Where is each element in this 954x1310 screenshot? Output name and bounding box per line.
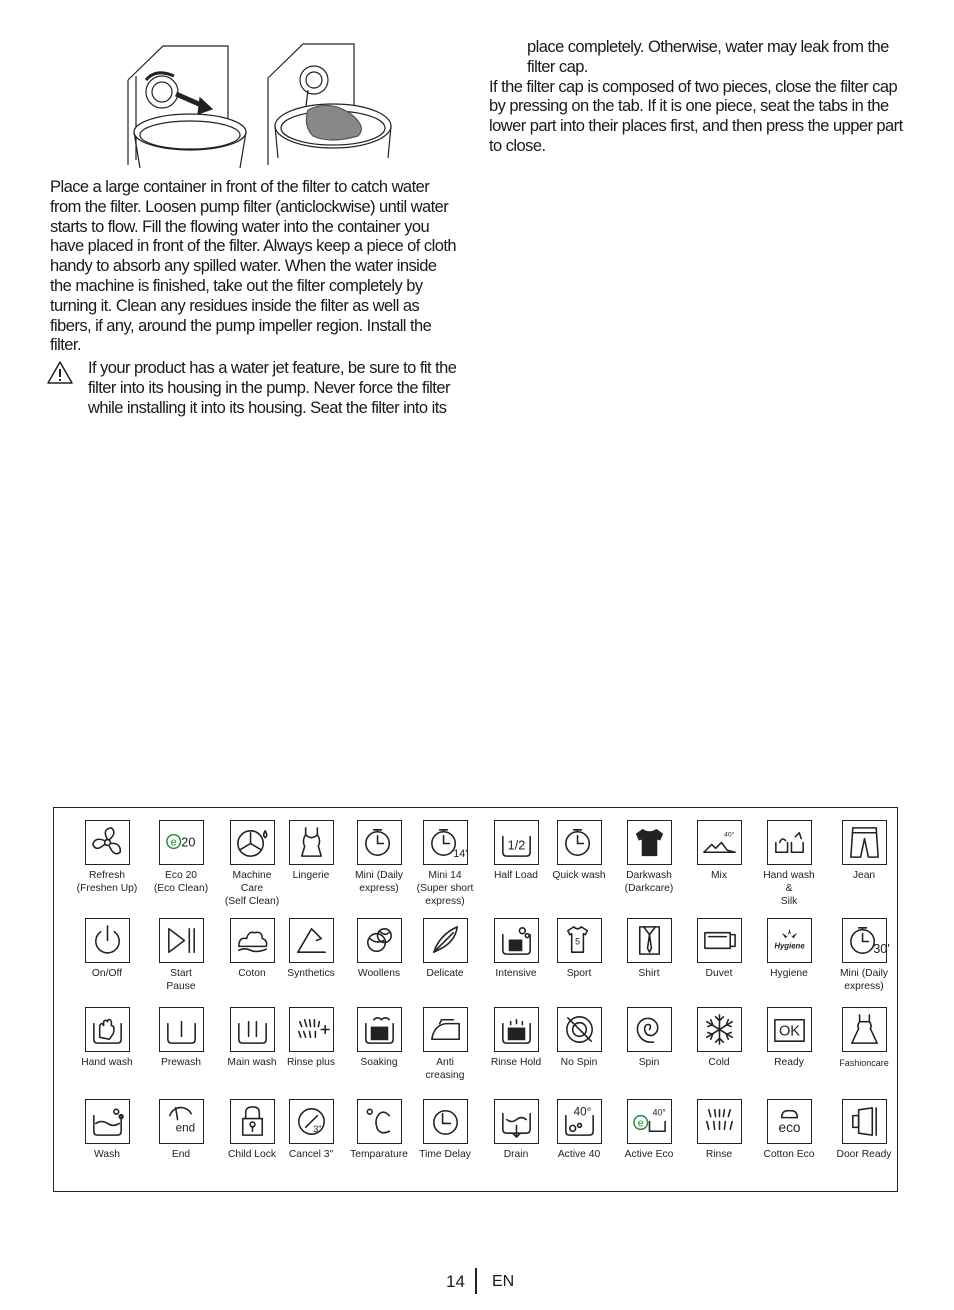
stopwatch14-icon	[423, 820, 468, 865]
symbol-label: Refresh (Freshen Up)	[76, 870, 138, 894]
symbol-label: Rinse	[705, 1149, 733, 1160]
svg-text:5: 5	[574, 936, 580, 947]
prewash-icon	[159, 1007, 204, 1052]
program-symbol-half-load	[481, 820, 551, 883]
program-symbol-rinse-hold	[481, 1007, 551, 1070]
soaking-icon	[357, 1007, 402, 1052]
svg-text:e: e	[637, 1117, 644, 1130]
drain-instructions: Place a large container in front of the filter to catch water from the filter. Loosen pump filter (anticlockwise) until water starts to flow. Fill the flowing water into the container you have placed in front of the filter. Always keep a piece of cloth handy to absorb any spilled water. When the water inside the machine is finished, take out the filter completely by turning it. Clean any residues inside the filter as well as fibers, if any, around the pump impeller region. Install the filter.	[50, 178, 456, 355]
temperature-icon	[357, 1099, 402, 1144]
lock-icon	[230, 1099, 275, 1144]
symbol-label: Rinse Hold	[490, 1057, 542, 1068]
symbol-label: Active Eco	[624, 1149, 674, 1160]
svg-text:Hygiene: Hygiene	[773, 941, 805, 951]
no-spin-icon	[557, 1007, 602, 1052]
filter-drain-illustration	[118, 40, 390, 168]
symbol-label: Duvet	[705, 968, 733, 979]
symbol-label: On/Off	[91, 968, 123, 979]
sport-icon	[557, 918, 602, 963]
program-symbol-feather	[410, 918, 480, 981]
feather-icon	[423, 918, 468, 963]
symbol-label: End	[171, 1149, 191, 1160]
quick-wash-icon	[557, 820, 602, 865]
program-symbol-intensive	[481, 918, 551, 981]
symbol-label: Door Ready	[836, 1149, 892, 1160]
symbol-label: Anti creasing	[425, 1057, 465, 1081]
symbol-label: Coton	[238, 968, 266, 979]
symbol-label: Eco 20 (Eco Clean)	[153, 870, 209, 894]
symbol-label: Machine Care (Self Clean)	[224, 870, 280, 907]
symbol-label: Half Load	[493, 870, 539, 881]
spin-icon	[627, 1007, 672, 1052]
symbol-label: Prewash	[160, 1057, 202, 1068]
cotton-eco-icon	[767, 1099, 812, 1144]
drum-care-icon	[230, 820, 275, 865]
program-symbol-lingerie	[276, 820, 346, 883]
symbol-label: Rinse plus	[286, 1057, 336, 1068]
drain-icon	[494, 1099, 539, 1144]
program-symbol-drain	[481, 1099, 551, 1162]
program-symbol-shirt	[614, 918, 684, 981]
svg-text:40°: 40°	[573, 1105, 591, 1119]
jeans-icon	[842, 820, 887, 865]
symbol-label: Active 40	[557, 1149, 601, 1160]
stopwatch30-icon	[842, 918, 890, 963]
program-symbol-temperature	[344, 1099, 414, 1162]
symbol-label: Cold	[708, 1057, 730, 1068]
footer-divider	[475, 1268, 477, 1294]
symbol-label: Lingerie	[292, 870, 330, 881]
program-symbol-quick-wash	[544, 820, 614, 883]
svg-text:eco: eco	[778, 1120, 800, 1136]
svg-text:30': 30'	[872, 942, 890, 957]
rinse-plus-icon	[289, 1007, 334, 1052]
svg-text:14': 14'	[452, 848, 467, 861]
icon-legend-panel	[53, 807, 898, 1192]
wash-icon	[85, 1099, 130, 1144]
symbol-label: Main wash	[227, 1057, 277, 1068]
program-symbol-stopwatch30	[829, 918, 899, 994]
program-symbol-sport	[544, 918, 614, 981]
symbol-label: Ready	[774, 1057, 804, 1068]
symbol-label: Temparature	[350, 1149, 408, 1160]
program-symbol-snowflake	[684, 1007, 754, 1070]
symbol-label: Shirt	[638, 968, 660, 979]
symbol-label: Mini 14 (Super short express)	[416, 870, 474, 907]
program-symbol-hand-wash	[72, 1007, 142, 1070]
lingerie-icon	[289, 820, 334, 865]
mix-icon	[697, 820, 742, 865]
program-symbol-cotton-eco	[754, 1099, 824, 1162]
warning-text: If your product has a water jet feature, be sure to fit the filter into its housing in the pump. Never force the filter while installing it into its housing. Seat the filter into its	[88, 359, 457, 417]
dress-icon	[842, 1007, 887, 1052]
symbol-label: Delicate	[426, 968, 464, 979]
program-symbol-door	[829, 1099, 899, 1162]
symbol-label: Child Lock	[227, 1149, 277, 1160]
symbol-label: Start Pause	[166, 968, 196, 992]
start-pause-icon	[159, 918, 204, 963]
program-symbol-fan	[72, 820, 142, 896]
power-icon	[85, 918, 130, 963]
symbol-label: Soaking	[360, 1057, 398, 1068]
symbol-label: Fashioncare	[839, 1058, 889, 1068]
handwash-silk-icon	[767, 820, 812, 865]
program-symbol-time-delay	[410, 1099, 480, 1162]
program-symbol-wool	[344, 918, 414, 981]
end-icon	[159, 1099, 204, 1144]
symbol-label: Wash	[94, 1149, 120, 1160]
program-symbol-eco20	[146, 820, 216, 896]
symbol-label: Drain	[503, 1149, 529, 1160]
left-column	[50, 178, 458, 419]
symbol-label: Darkwash (Darkcare)	[624, 870, 674, 894]
svg-text:OK: OK	[778, 1023, 800, 1040]
symbol-label: Cancel 3"	[288, 1149, 334, 1160]
program-symbol-rinse-plus	[276, 1007, 346, 1070]
program-symbol-handwash-silk	[754, 820, 824, 908]
rinse-hold-icon	[494, 1007, 539, 1052]
language-code: EN	[492, 1273, 515, 1290]
program-symbol-dark-shirt	[614, 820, 684, 896]
eco20-icon	[159, 820, 204, 865]
main-wash-icon	[230, 1007, 275, 1052]
program-symbol-dress	[829, 1007, 899, 1070]
rinse-icon	[697, 1099, 742, 1144]
fan-icon	[85, 820, 130, 865]
svg-text:40°: 40°	[652, 1107, 666, 1118]
program-symbol-jeans	[829, 820, 899, 883]
program-symbol-wash	[72, 1099, 142, 1162]
ok-icon	[767, 1007, 812, 1052]
hand-wash-icon	[85, 1007, 130, 1052]
symbol-label: Woollens	[357, 968, 401, 979]
symbol-label: Mix	[710, 870, 727, 881]
symbol-label: Hygiene	[770, 968, 808, 979]
duvet-icon	[697, 918, 742, 963]
program-symbol-mix	[684, 820, 754, 883]
symbol-label: Hand wash & Silk	[763, 870, 815, 907]
wool-icon	[357, 918, 402, 963]
svg-text:40°: 40°	[723, 831, 734, 839]
program-symbol-spin	[614, 1007, 684, 1070]
warning-block	[50, 359, 458, 418]
snowflake-icon	[697, 1007, 742, 1052]
symbol-label: Cotton Eco	[763, 1149, 815, 1160]
door-icon	[842, 1099, 887, 1144]
program-symbol-ok	[754, 1007, 824, 1070]
right-column	[489, 38, 905, 157]
program-symbol-synthetics	[276, 918, 346, 981]
program-symbol-stopwatch14	[410, 820, 480, 908]
dark-shirt-icon	[627, 820, 672, 865]
time-delay-icon	[423, 1099, 468, 1144]
symbol-label: Mini (Daily express)	[354, 870, 404, 894]
program-symbol-cancel3	[276, 1099, 346, 1162]
program-symbol-iron	[410, 1007, 480, 1083]
half-load-icon	[494, 820, 539, 865]
warning-icon	[46, 360, 74, 385]
program-symbol-prewash	[146, 1007, 216, 1070]
cancel3-icon	[289, 1099, 334, 1144]
program-symbol-duvet	[684, 918, 754, 981]
stopwatch-icon	[357, 820, 402, 865]
program-symbol-active-eco	[614, 1099, 684, 1162]
program-symbol-end	[146, 1099, 216, 1162]
symbol-label: Mini (Daily express)	[839, 968, 889, 992]
program-symbol-stopwatch	[344, 820, 414, 896]
svg-text:end: end	[175, 1121, 195, 1135]
program-symbol-no-spin	[544, 1007, 614, 1070]
svg-text:3": 3"	[312, 1124, 321, 1135]
program-symbol-start-pause	[146, 918, 216, 994]
symbol-label: Synthetics	[287, 968, 335, 979]
program-symbol-hygiene	[754, 918, 824, 981]
active-eco-icon	[627, 1099, 672, 1144]
svg-text:20: 20	[180, 835, 195, 850]
program-symbol-rinse	[684, 1099, 754, 1162]
intensive-icon	[494, 918, 539, 963]
filter-cap-instructions: If the filter cap is composed of two pieces, close the filter cap by pressing on the tab. If it is one piece, seat the tabs in the lower part into their places first, and then press the upper part to close.	[489, 77, 903, 155]
symbol-label: Hand wash	[81, 1057, 133, 1068]
symbol-label: Sport	[566, 968, 592, 979]
symbol-label: Quick wash	[552, 870, 606, 881]
warning-continued: place completely. Otherwise, water may leak from the filter cap.	[527, 38, 889, 76]
symbol-label: Spin	[638, 1057, 660, 1068]
active40-icon	[557, 1099, 602, 1144]
symbol-label: Jean	[852, 870, 876, 881]
hygiene-icon	[767, 918, 812, 963]
program-symbol-power	[72, 918, 142, 981]
page-number: 14	[446, 1272, 465, 1291]
symbol-label: Time Delay	[419, 1149, 471, 1160]
program-symbol-active40	[544, 1099, 614, 1162]
svg-text:e: e	[170, 836, 177, 849]
symbol-label: Intensive	[495, 968, 537, 979]
symbol-label: No Spin	[560, 1057, 598, 1068]
cotton-icon	[230, 918, 275, 963]
iron-icon	[423, 1007, 468, 1052]
synthetics-icon	[289, 918, 334, 963]
program-symbol-soaking	[344, 1007, 414, 1070]
shirt-icon	[627, 918, 672, 963]
svg-text:1/2: 1/2	[507, 838, 525, 853]
